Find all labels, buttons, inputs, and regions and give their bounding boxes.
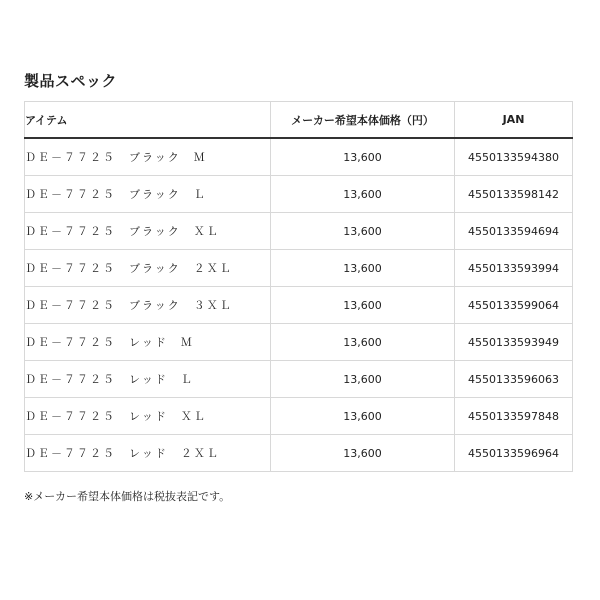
cell-jan: 4550133594694: [455, 213, 573, 250]
cell-price: 13,600: [271, 213, 455, 250]
table-row: [25, 213, 573, 250]
cell-item: ＤＥ－７７２５ ブラック Ｍ: [25, 138, 271, 176]
column-header-price: メーカー希望本体価格（円）: [271, 102, 455, 139]
table-row: [25, 250, 573, 287]
cell-jan: 4550133594380: [455, 138, 573, 176]
cell-jan: 4550133599064: [455, 287, 573, 324]
cell-jan: 4550133593994: [455, 250, 573, 287]
cell-price: 13,600: [271, 361, 455, 398]
cell-price: 13,600: [271, 287, 455, 324]
cell-price: 13,600: [271, 398, 455, 435]
cell-item: ＤＥ－７７２５ レッド ＸＬ: [25, 398, 271, 435]
cell-jan: 4550133593949: [455, 324, 573, 361]
cell-jan: 4550133596063: [455, 361, 573, 398]
page-title: 製品スペック: [24, 72, 118, 90]
cell-item: ＤＥ－７７２５ ブラック Ｌ: [25, 176, 271, 213]
cell-jan: 4550133598142: [455, 176, 573, 213]
cell-jan: 4550133597848: [455, 398, 573, 435]
table-row: [25, 324, 573, 361]
column-header-jan: JAN: [455, 102, 573, 139]
cell-price: 13,600: [271, 250, 455, 287]
cell-item: ＤＥ－７７２５ ブラック ＸＬ: [25, 213, 271, 250]
cell-jan: 4550133596964: [455, 435, 573, 472]
table-header-row: [25, 102, 573, 139]
table-row: [25, 361, 573, 398]
price-footnote: ※メーカー希望本体価格は税抜表記です。: [24, 490, 231, 503]
table-row: [25, 435, 573, 472]
cell-price: 13,600: [271, 324, 455, 361]
table-row: [25, 176, 573, 213]
table-row: [25, 138, 573, 176]
cell-item: ＤＥ－７７２５ レッド ２ＸＬ: [25, 435, 271, 472]
cell-item: ＤＥ－７７２５ レッド Ｌ: [25, 361, 271, 398]
column-header-item: アイテム: [25, 102, 271, 139]
cell-item: ＤＥ－７７２５ ブラック ３ＸＬ: [25, 287, 271, 324]
table-row: [25, 287, 573, 324]
cell-price: 13,600: [271, 176, 455, 213]
table-row: [25, 398, 573, 435]
spec-table: [24, 101, 573, 472]
cell-item: ＤＥ－７７２５ ブラック ２ＸＬ: [25, 250, 271, 287]
cell-price: 13,600: [271, 138, 455, 176]
cell-item: ＤＥ－７７２５ レッド Ｍ: [25, 324, 271, 361]
cell-price: 13,600: [271, 435, 455, 472]
